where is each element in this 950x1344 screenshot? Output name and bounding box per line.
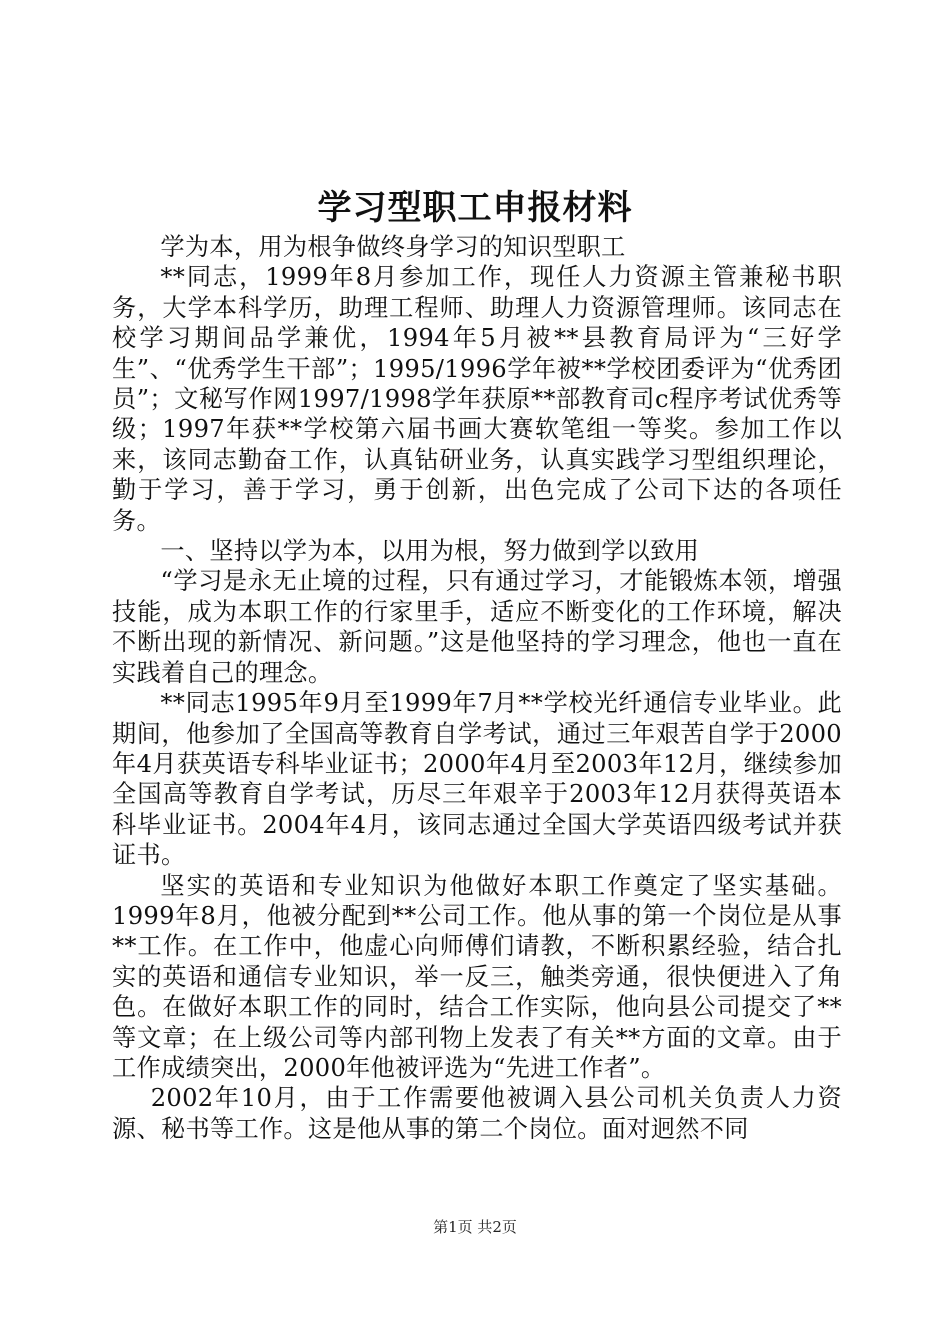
document-body [112,232,842,1144]
paragraph-subtitle: 学为本，用为根争做终身学习的知识型职工 [160,233,626,261]
paragraph-second-job: 2002年10月，由于工作需要他被调入县公司机关负责人力资源、秘书等工作。这是他从事的第二个岗位。面对迥然不同 [112,1084,842,1143]
section-heading: 一、坚持以学为本，以用为根，努力做到学以致用 [160,537,700,566]
paragraph-intro: **同志，1999年8月参加工作，现任人力资源主管兼秘书职务，大学本科学历，助理工程师、助理人力资源管理师。该同志在校学习期间品学兼优，1994年5月被**县教育局评为“三好学生”、“优秀学生干部”；1995/1996学年被**学校团委评为“优秀团员”；文秘写作网1997/1998学年获原**部教育司c程序考试优秀等级；1997年获**学校第六届书画大赛软笔组一等奖。参加工作以来，该同志勤奋工作，认真钻研业务，认真实践学习型组织理论，勤于学习，善于学习，勇于创新，出色完成了公司下达的各项任务。 [112,263,842,535]
paragraph-first-job: 坚实的英语和专业知识为他做好本职工作奠定了坚实基础。1999年8月，他被分配到**公司工作。他从事的第一个岗位是从事**工作。在工作中，他虚心向师傅们请教，不断积累经验，结合扎实的英语和通信专业知识，举一反三，触类旁通，很快便进入了角色。在做好本职工作的同时，结合工作实际，他向县公司提交了**等文章；在上级公司等内部刊物上发表了有关**方面的文章。由于工作成绩突出，2000年他被评选为“先进工作者”。 [112,871,842,1082]
paragraph-quote: “学习是永无止境的过程，只有通过学习，才能锻炼本领，增强技能，成为本职工作的行家里手，适应不断变化的工作环境，解决不断出现的新情况、新问题。”这是他坚持的学习理念，他也一直在实践着自己的理念。 [112,567,842,687]
page-footer: 第1页 共2页 [433,1218,517,1236]
document-title: 学习型职工申报材料 [317,188,633,228]
paragraph-education: **同志1995年9月至1999年7月**学校光纤通信专业毕业。此期间，他参加了全国高等教育自学考试，通过三年艰苦自学于2000年4月获英语专科毕业证书；2000年4月至2003年12月，继续参加全国高等教育自学考试，历尽三年艰辛于2003年12月获得英语本科毕业证书。2004年4月，该同志通过全国大学英语四级考试并获证书。 [112,689,842,870]
